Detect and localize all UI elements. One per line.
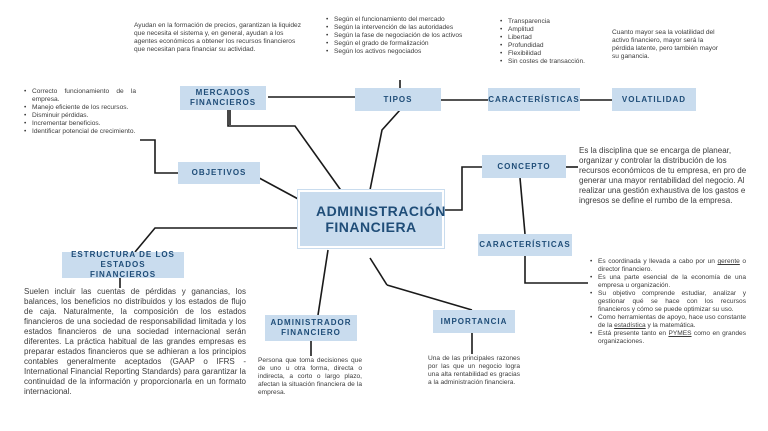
- node-importancia: [433, 310, 515, 333]
- node-volatilidad: [612, 88, 696, 111]
- caracteristicas-top-list: [500, 18, 610, 66]
- caracteristica-right-item: • Como herramientas de apoyo, hace uso constante de la estadística y la matemática.: [590, 314, 746, 330]
- caracteristica-item: • Libertad: [500, 34, 610, 42]
- caracteristica-right-item: • Es coordinada y llevada a cabo por un gerente o director financiero.: [590, 258, 746, 274]
- estructura-description: Suelen incluir las cuentas de pérdidas y ganancias, los balances, los beneficios no distribuidos y los estados de flujo de caja. Naturalmente, la composición de los estados financieros de una sociedad de responsabilidad limitada y los estados financieros de una sociedad internacional serán diferentes. La práctica habitual de las grandes empresas es preparar estados financieros que se adhieran a los principios contables generalmente aceptados (GAAP o IFRS - International Financial Reporting Standards) para garantizar la continuidad de la información y proporcionarla en un formato internacional.: [24, 287, 246, 396]
- objetivo-item: • Disminuir pérdidas.: [24, 112, 136, 120]
- node-caracteristicas-right-label: CARACTERÍSTICAS: [479, 240, 571, 249]
- objetivo-item: • Identificar potencial de crecimiento.: [24, 128, 136, 136]
- node-importancia-label: IMPORTANCIA: [440, 316, 508, 326]
- link-word[interactable]: gerente: [717, 258, 740, 265]
- caracteristica-right-item: • Está presente tanto en PYMES como en grandes organizaciones.: [590, 330, 746, 346]
- tipos-item: • Según los activos negociados: [326, 48, 486, 56]
- node-administrador-label: ADMINISTRADOR FINANCIERO: [270, 318, 352, 337]
- node-concepto-label: CONCEPTO: [497, 161, 551, 171]
- node-volatilidad-label: VOLATILIDAD: [621, 94, 687, 104]
- node-concepto: [482, 155, 566, 178]
- central-title: ADMINISTRACIÓN FINANCIERA: [316, 203, 446, 235]
- node-estructura-label: ESTRUCTURA DE LOS ESTADOS FINANCIEROS: [71, 250, 175, 279]
- tipos-list: [326, 16, 486, 56]
- node-administrador: [265, 315, 357, 341]
- node-caracteristicas-top: [488, 88, 580, 111]
- caracteristica-item: • Sin costes de transacción.: [500, 58, 610, 66]
- tipos-item: • Según el funcionamiento del mercado: [326, 16, 486, 24]
- link-word[interactable]: estadística: [614, 322, 646, 329]
- caracteristica-item: • Profundidad: [500, 42, 610, 50]
- concepto-description: Es la disciplina que se encarga de planear, organizar y controlar la distribución de los recursos económicos de tu empresa, en pro de generar una mayor rentabilidad del negocio. Al realizar una gestión exhaustiva de los gastos e ingresos se define el rumbo de la empresa.: [579, 146, 747, 205]
- caracteristica-item: • Amplitud: [500, 26, 610, 34]
- mercados-description: Ayudan en la formación de precios, garantizan la liquidez que necesita el sistema y, en general, ayudan a los agentes económicos a obtener los recursos financieros que necesitan para financiar su actividad.: [134, 22, 302, 53]
- tipos-item: • Según el grado de formalización: [326, 40, 486, 48]
- node-caracteristicas-top-label: CARACTERÍSTICAS: [488, 94, 580, 104]
- node-tipos-label: TIPOS: [383, 94, 413, 104]
- node-caracteristicas-right: [478, 234, 572, 256]
- node-estructura: [62, 252, 184, 278]
- tipos-item: • Según la fase de negociación de los activos: [326, 32, 486, 40]
- administrador-description: Persona que toma decisiones que de uno u otra forma, directa o indirecta, a corto o largo plazo, afectan la situación financiera de la empresa.: [258, 357, 362, 396]
- importancia-description: Una de las principales razones por las que un negocio logra una alta rentabilidad es gracias a la administración financiera.: [428, 355, 520, 386]
- caracteristicas-right-list: [590, 258, 746, 346]
- node-objetivos: [178, 162, 260, 184]
- objetivo-item: • Correcto funcionamiento de la empresa.: [24, 88, 136, 104]
- objetivo-item: • Manejo eficiente de los recursos.: [24, 104, 136, 112]
- caracteristica-item: • Flexibilidad: [500, 50, 610, 58]
- link-word[interactable]: PYMES: [668, 330, 692, 337]
- caracteristica-right-item: • Es una parte esencial de la economía de una empresa u organización.: [590, 274, 746, 290]
- node-tipos: [355, 88, 441, 111]
- objetivos-list: [24, 88, 136, 136]
- caracteristica-right-item: • Su objetivo comprende estudiar, analizar y gestionar qué se hace con los recursos financieros y cómo se puede optimizar su uso.: [590, 290, 746, 314]
- objetivo-item: • Incrementar beneficios.: [24, 120, 136, 128]
- caracteristica-item: • Transparencia: [500, 18, 610, 26]
- central-node: [298, 190, 444, 248]
- node-mercados-financieros: [180, 86, 266, 110]
- node-mercados-label: MERCADOS FINANCIEROS: [189, 88, 257, 107]
- volatilidad-description: Cuanto mayor sea la volatilidad del activo financiero, mayor será la pérdida latente, pero también mayor su ganancia.: [612, 29, 718, 60]
- node-objetivos-label: OBJETIVOS: [191, 168, 247, 177]
- tipos-item: • Según la intervención de las autoridades: [326, 24, 486, 32]
